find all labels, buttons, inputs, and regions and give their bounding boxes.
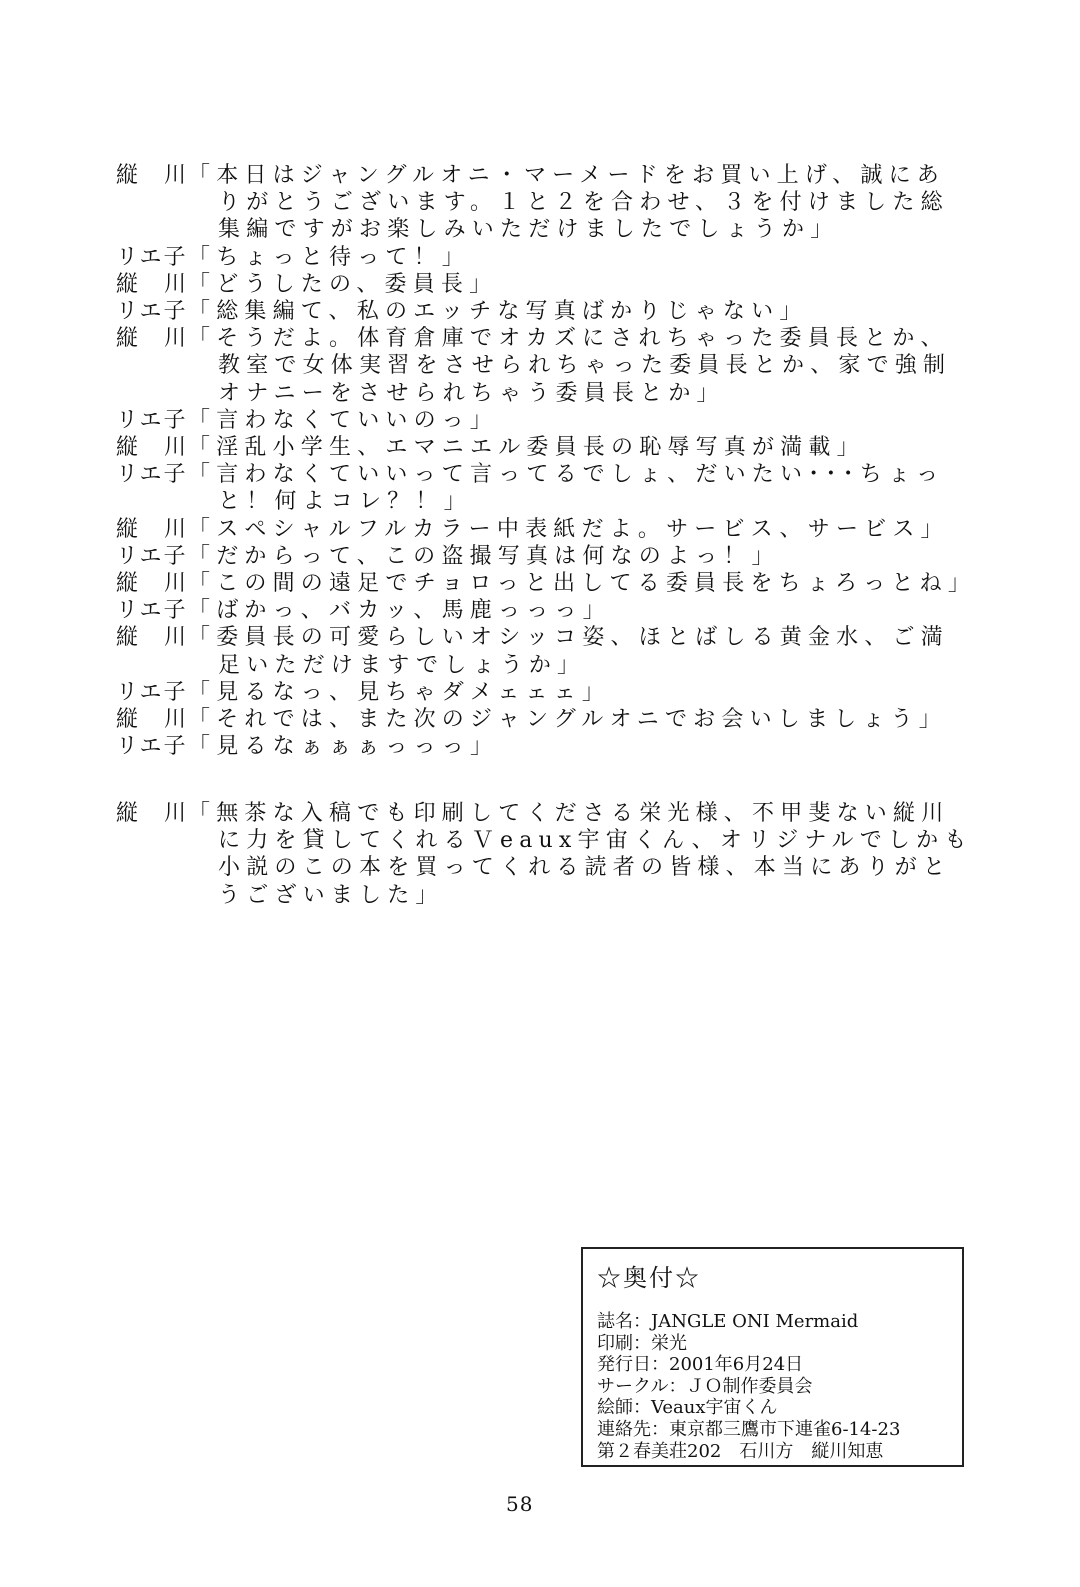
dialogue-entry (116, 271, 916, 298)
speech-text (188, 679, 888, 706)
speech-text (188, 244, 888, 271)
dialogue-block (116, 162, 977, 760)
dialogue-entry (116, 325, 952, 407)
colophon-box (581, 1247, 964, 1467)
speech-line: 「それでは、また次のジャングルオニでお会いしましょう」 (188, 707, 947, 733)
speech-line: 「本日はジャングルオニ・マーメードをお買い上げ、誠にあ (188, 163, 946, 188)
speech-line: 「スペシャルフルカラー中表紙だよ。サービス、サービス」 (188, 516, 949, 542)
speech-text (188, 434, 888, 461)
speech-line: 足いただけますでしょうか」 (218, 652, 586, 678)
speaker-name: リエ子 (116, 679, 188, 705)
speech-line: 「見るなぁぁぁっっっ」 (188, 734, 499, 760)
dialogue-entry (116, 706, 947, 733)
speech-text (188, 706, 947, 733)
dialogue-entry (116, 461, 945, 515)
colophon-publish-date: 発行日：2001年6月24日 (597, 1354, 804, 1376)
speaker-name: 縦 川 (116, 516, 189, 542)
speech-line: りがとうございます。１と２を合わせ、３を付けました総 (218, 190, 949, 216)
speech-line: 「この間の遠足でチョロっと出してる委員長をちょろっとね」 (188, 571, 977, 597)
colophon-contact-address: 第２春美荘202 石川方 縦川知恵 (597, 1440, 884, 1462)
dialogue-entry (116, 624, 949, 678)
speech-line: 「言わなくていいって言ってるでしょ、だいたい･･･ちょっ (188, 462, 945, 488)
speaker-name: リエ子 (116, 462, 188, 488)
speech-line: オナニーをさせられちゃう委員長とか」 (218, 380, 725, 406)
dialogue-entry (116, 679, 916, 706)
speech-text (188, 162, 949, 244)
speech-text (188, 407, 888, 434)
speaker-name: リエ子 (116, 299, 188, 325)
dialogue-entry (116, 800, 973, 909)
colophon-illustrator: 絵師：Veaux宇宙くん (597, 1397, 778, 1419)
speaker-name: 縦 川 (116, 707, 189, 733)
speaker-name: 縦 川 (116, 625, 189, 651)
speech-line: 集編ですがお楽しみいただけましたでしょうか」 (218, 217, 839, 243)
speech-text (188, 298, 888, 325)
speech-line: 教室で女体実習をさせられちゃった委員長とか、家で強制 (218, 353, 952, 379)
speech-text (188, 325, 952, 407)
dialogue-entry (116, 597, 916, 624)
colophon-title: ☆奥付☆ (597, 1264, 701, 1292)
colophon-circle: サークル：ＪＯ制作委員会 (597, 1375, 813, 1397)
speech-text (188, 733, 888, 760)
dialogue-entry (116, 434, 916, 461)
speech-text (188, 597, 888, 624)
speech-line: に力を貸してくれるＶeaux宇宙くん、オリジナルでしかも (218, 828, 973, 854)
speech-line: 「淫乱小学生、エマニエル委員長の恥辱写真が満載」 (188, 435, 865, 461)
speech-text (188, 461, 945, 515)
dialogue-entry (116, 516, 949, 543)
dialogue-entry (116, 244, 916, 271)
speech-line: 「言わなくていいのっ」 (188, 407, 498, 433)
speech-text (188, 624, 949, 678)
speaker-name: 縦 川 (116, 571, 189, 597)
speech-line: 「ちょっと待って！」 (188, 244, 471, 270)
speech-text (188, 271, 888, 298)
speaker-name: リエ子 (116, 734, 188, 760)
colophon-title-of-work: 誌名：JANGLE ONI Mermaid (597, 1311, 859, 1332)
speech-line: 「委員長の可愛らしいオシッコ姿、ほとばしる黄金水、ご満 (188, 625, 949, 651)
speaker-name: リエ子 (116, 543, 188, 569)
dialogue-entry (116, 407, 916, 434)
dialogue-entry (116, 733, 916, 760)
colophon-contact: 連絡先：東京都三鷹市下連雀6-14-23 (597, 1418, 901, 1440)
speech-text (188, 516, 949, 543)
speech-text (188, 570, 977, 597)
afterword-block (116, 800, 973, 909)
dialogue-entry (116, 543, 916, 570)
speech-line: と！何よコレ？！」 (218, 489, 472, 515)
speaker-name: 縦 川 (116, 326, 189, 352)
speaker-name: リエ子 (116, 598, 188, 624)
speech-line: 「だからって、この盗撮写真は何なのよっ！」 (188, 543, 780, 569)
speech-text (188, 800, 973, 909)
dialogue-entry (116, 570, 977, 597)
speaker-name: 縦 川 (116, 435, 189, 461)
speaker-name: リエ子 (116, 407, 188, 433)
speech-line: うございました」 (218, 882, 444, 908)
colophon-printer: 印刷：栄光 (597, 1332, 687, 1354)
speech-line: 「そうだよ。体育倉庫でオカズにされちゃった委員長とか、 (188, 326, 949, 352)
speaker-name: リエ子 (116, 244, 188, 270)
page-number: 58 (506, 1492, 534, 1516)
speech-line: 小説のこの本を買ってくれる読者の皆様、本当にありがと (218, 855, 952, 881)
speaker-name: 縦 川 (116, 801, 189, 826)
speech-line: 「見るなっ、見ちゃダメェェェ」 (188, 679, 611, 705)
speech-line: 「無茶な入稿でも印刷してくださる栄光様、不甲斐ない縦川 (188, 801, 950, 826)
speech-line: 「どうしたの、委員長」 (188, 271, 498, 297)
dialogue-entry (116, 162, 949, 244)
speaker-name: 縦 川 (116, 163, 189, 188)
speaker-name: 縦 川 (116, 271, 189, 297)
speech-line: 「ばかっ、バカッ、馬鹿っっっ」 (188, 598, 611, 624)
speech-text (188, 543, 888, 570)
dialogue-entry (116, 298, 916, 325)
speech-line: 「総集編て、私のエッチな写真ばかりじゃない」 (188, 299, 808, 325)
